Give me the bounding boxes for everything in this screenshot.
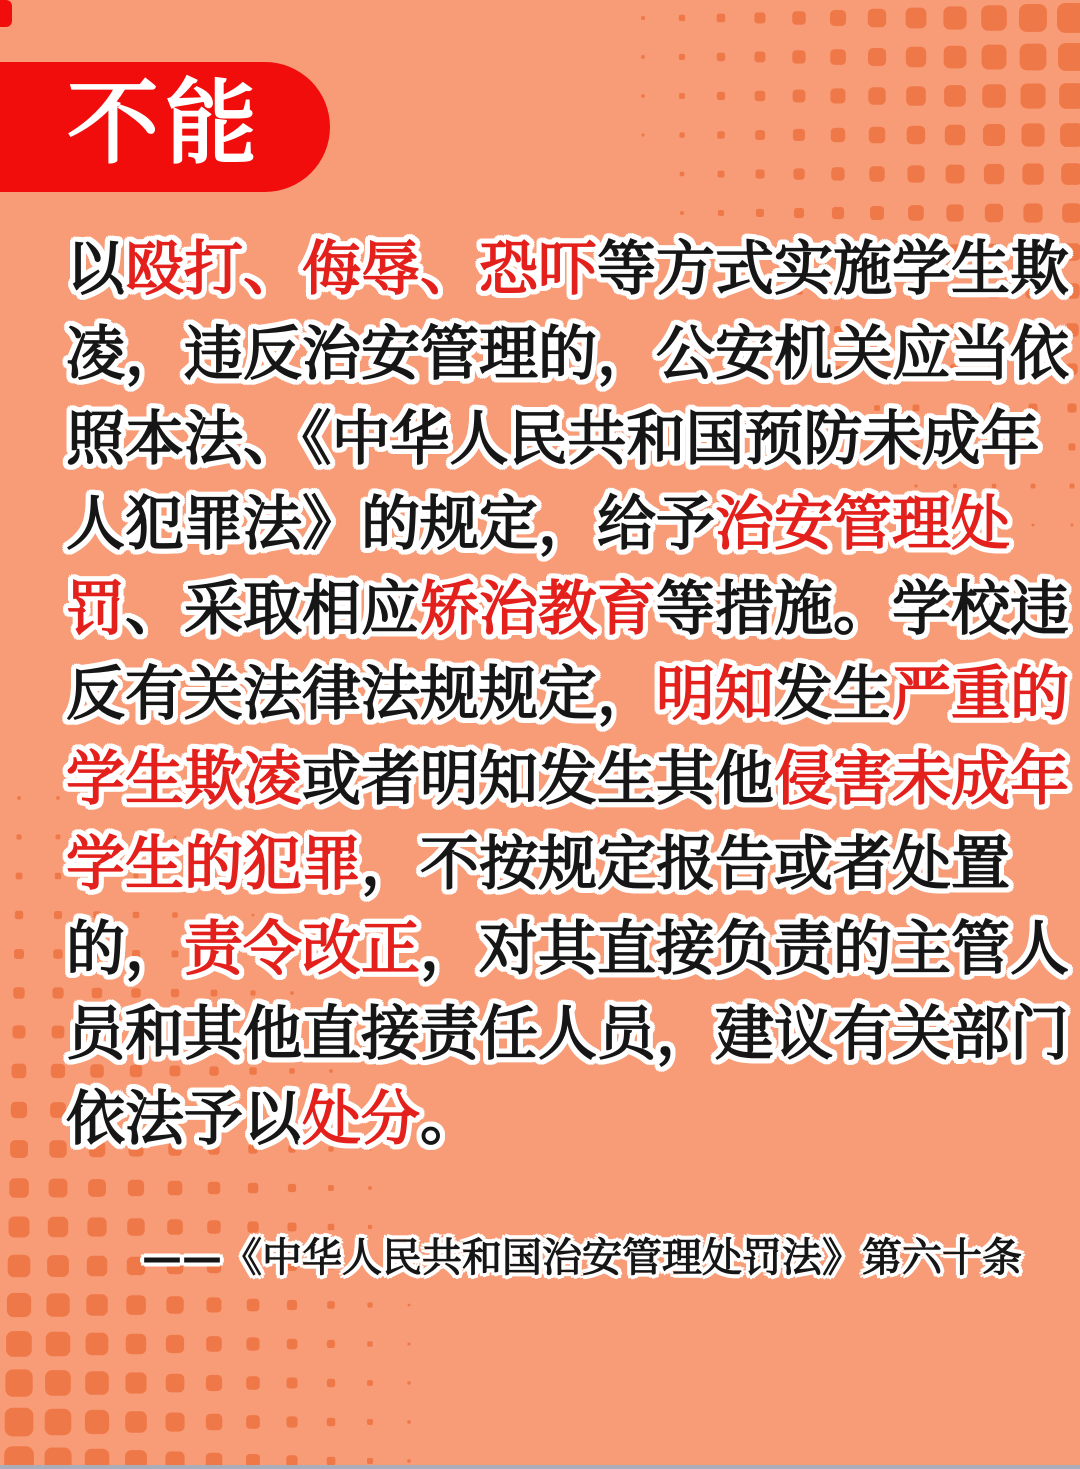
text-segment: 凌，违反治安管理的，公安机关应当依 — [66, 319, 1070, 388]
highlighted-text-segment: 学生欺凌 — [66, 744, 303, 813]
text-line — [66, 736, 1070, 821]
corner-red-square — [0, 0, 12, 27]
text-line — [66, 481, 1026, 566]
highlighted-text-segment: 严重的 — [892, 659, 1070, 728]
text-segment: 的， — [66, 914, 185, 983]
text-line — [66, 651, 1070, 736]
body-text — [66, 226, 1070, 1161]
text-segment: 等措施。学校违 — [656, 574, 1070, 643]
prohibition-badge — [0, 62, 330, 192]
text-line — [66, 311, 1070, 396]
text-line — [66, 991, 1070, 1076]
text-line — [66, 396, 1040, 481]
text-line — [66, 1076, 1026, 1161]
legal-citation: ——《中华人民共和国治安管理处罚法》第六十条 — [142, 1235, 1022, 1281]
highlighted-text-segment: 治安管理处 — [715, 489, 1011, 558]
text-segment: 照本法、《中华人民共和国预防未成年 — [66, 404, 1040, 473]
text-segment: 或者明知发生其他 — [302, 744, 775, 813]
text-line — [66, 906, 1070, 991]
highlighted-text-segment: 处分 — [302, 1084, 421, 1153]
text-segment: 以 — [66, 234, 126, 303]
text-segment: 员和其他直接责任人员，建议有关部门 — [66, 999, 1070, 1068]
highlighted-text-segment: 矫治教育 — [420, 574, 657, 643]
text-line — [66, 821, 1026, 906]
text-segment: 、采取相应 — [125, 574, 421, 643]
badge-label: 不能 — [66, 70, 263, 177]
text-segment: 等方式实施学生欺 — [597, 234, 1070, 303]
text-segment: ，对其直接负责的主管人 — [420, 914, 1070, 983]
text-segment: ，不按规定报告或者处置 — [361, 829, 1011, 898]
highlighted-text-segment: 明知 — [656, 659, 775, 728]
text-segment: 依法予以 — [66, 1084, 303, 1153]
highlighted-text-segment: 殴打、侮辱、恐吓 — [125, 234, 598, 303]
text-segment: 。 — [420, 1084, 480, 1153]
text-segment: 发生 — [774, 659, 893, 728]
text-line — [66, 566, 1070, 651]
highlighted-text-segment: 学生的犯罪 — [66, 829, 362, 898]
text-line — [66, 226, 1070, 311]
highlighted-text-segment: 罚 — [66, 574, 126, 643]
text-segment: 反有关法律法规规定， — [66, 659, 657, 728]
bottom-edge — [0, 1465, 1080, 1469]
highlighted-text-segment: 责令改正 — [184, 914, 421, 983]
highlighted-text-segment: 侵害未成年 — [774, 744, 1070, 813]
text-segment: 人犯罪法》的规定，给予 — [66, 489, 716, 558]
